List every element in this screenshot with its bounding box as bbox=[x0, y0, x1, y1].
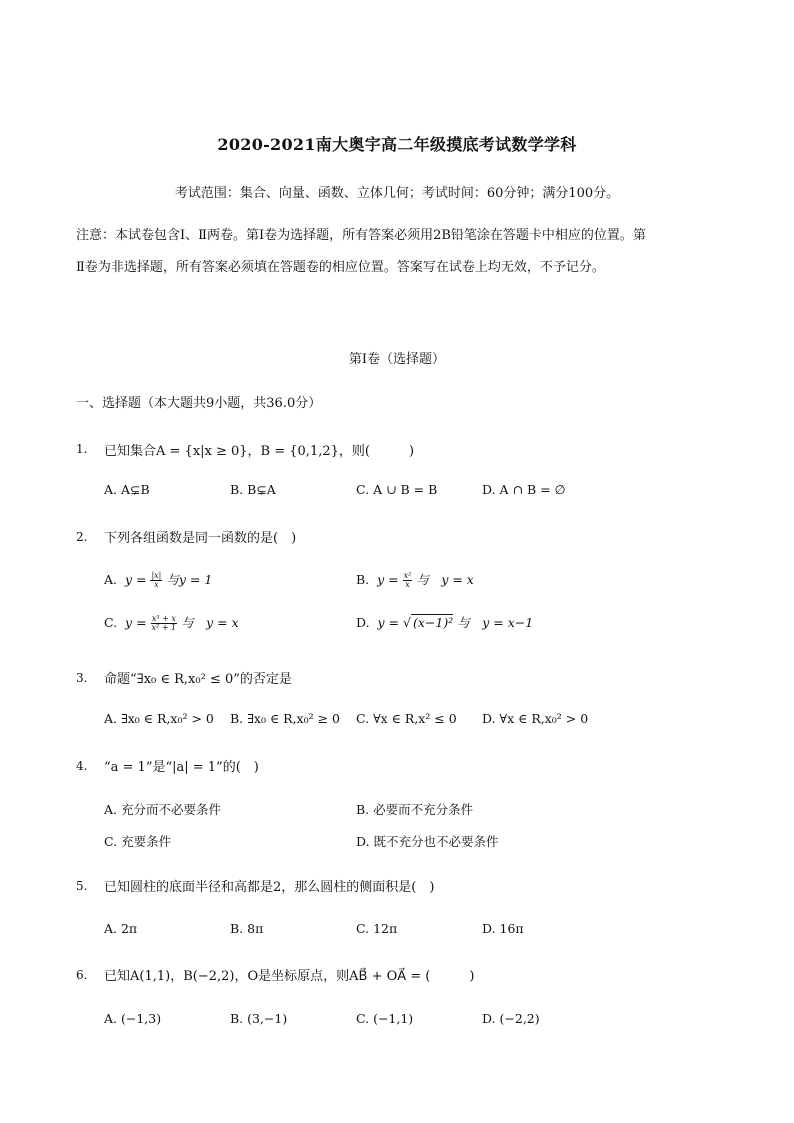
option-a[interactable]: A. 2π bbox=[104, 921, 138, 936]
option-lhs: y = bbox=[377, 572, 399, 587]
option-label: B. bbox=[356, 572, 370, 587]
option-b[interactable]: B. 必要而不充分条件 bbox=[356, 802, 474, 817]
option-b[interactable]: B. B⊊A bbox=[230, 482, 276, 497]
question-number: 3. bbox=[76, 671, 88, 685]
fraction bbox=[151, 615, 178, 633]
sqrt-radicand: (x−1)² bbox=[412, 615, 454, 630]
option-d[interactable]: D. ∀x ∈ R,x₀² > 0 bbox=[482, 711, 589, 726]
fraction-numerator: x² bbox=[403, 570, 412, 580]
question-number: 1. bbox=[76, 442, 88, 456]
option-c[interactable]: C. ∀x ∈ R,x² ≤ 0 bbox=[356, 711, 457, 726]
option-lhs: y = bbox=[377, 615, 400, 630]
exam-subtitle: 考试范围：集合、向量、函数、立体几何；考试时间：60分钟；满分100分。 bbox=[174, 186, 620, 201]
option-a[interactable] bbox=[104, 570, 212, 589]
question-stem: 已知圆柱的底面半径和高都是2，那么圆柱的侧面积是( ) bbox=[104, 880, 435, 895]
option-b[interactable] bbox=[356, 570, 474, 589]
fraction bbox=[150, 572, 162, 590]
option-lhs: y = bbox=[124, 572, 147, 587]
fraction-numerator: |x| bbox=[151, 570, 162, 580]
option-d[interactable]: D. 既不充分也不必要条件 bbox=[356, 834, 499, 849]
notice-line-2: Ⅱ卷为非选择题，所有答案必须填在答题卷的相应位置。答案写在试卷上均无效，不予记分。 bbox=[76, 260, 605, 275]
exam-title: 2020-2021南大奥宇高二年级摸底考试数学学科 bbox=[217, 135, 577, 154]
option-d[interactable] bbox=[356, 613, 533, 631]
option-c[interactable]: C. 充要条件 bbox=[104, 834, 172, 849]
question-number: 5. bbox=[76, 879, 88, 893]
fraction-denominator: x² + 1 bbox=[151, 623, 177, 632]
question-stem: 下列各组函数是同一函数的是( ) bbox=[104, 531, 297, 546]
option-label: D. bbox=[356, 615, 370, 630]
option-b[interactable]: B. (3,−1) bbox=[230, 1011, 288, 1026]
option-b[interactable]: B. ∃x₀ ∈ R,x₀² ≥ 0 bbox=[230, 711, 341, 726]
option-d[interactable]: D. 16π bbox=[482, 921, 524, 936]
question-stem: “a = 1”是“|a| = 1”的( ) bbox=[104, 760, 259, 775]
option-a[interactable]: A. (−1,3) bbox=[104, 1011, 162, 1026]
option-b[interactable]: B. 8π bbox=[230, 921, 264, 936]
option-label: A. bbox=[104, 572, 118, 587]
fraction-denominator: x bbox=[154, 580, 159, 589]
option-a[interactable]: A. 充分而不必要条件 bbox=[104, 802, 221, 817]
question-number: 2. bbox=[76, 530, 88, 544]
option-rhs: 与y = 1 bbox=[166, 572, 213, 587]
fraction-denominator: x bbox=[405, 580, 410, 589]
option-rhs: 与 y = x bbox=[181, 615, 239, 630]
question-stem: 已知集合A = {x|x ≥ 0}，B = {0,1,2}，则( ) bbox=[104, 444, 415, 459]
option-c[interactable]: C. A ∪ B = B bbox=[356, 482, 438, 497]
question-number: 4. bbox=[76, 759, 88, 773]
option-a[interactable]: A. ∃x₀ ∈ R,x₀² > 0 bbox=[104, 711, 214, 726]
fraction bbox=[403, 572, 413, 590]
notice-line-1: 注意：本试卷包含Ⅰ、Ⅱ两卷。第Ⅰ卷为选择题，所有答案必须用2B铅笔涂在答题卡中相应的位置。第 bbox=[76, 228, 646, 243]
option-c[interactable]: C. (−1,1) bbox=[356, 1011, 414, 1026]
option-a[interactable]: A. A⊊B bbox=[104, 482, 150, 497]
option-c[interactable]: C. 12π bbox=[356, 921, 398, 936]
question-number: 6. bbox=[76, 968, 88, 982]
sqrt-symbol: √ bbox=[403, 615, 411, 630]
option-d[interactable]: D. A ∩ B = ∅ bbox=[482, 482, 566, 497]
option-label: C. bbox=[104, 615, 118, 630]
section-title: 第Ⅰ卷（选择题） bbox=[348, 352, 446, 367]
option-d[interactable]: D. (−2,2) bbox=[482, 1011, 540, 1026]
option-rhs: 与 y = x bbox=[416, 572, 474, 587]
option-lhs: y = bbox=[125, 615, 147, 630]
part-title: 一、选择题（本大题共9小题，共36.0分） bbox=[76, 396, 322, 411]
question-stem: 已知A(1,1)，B(−2,2)，O是坐标原点，则AB⃗ + OA⃗ = ( ) bbox=[104, 969, 475, 984]
question-stem: 命题“∃x₀ ∈ R,x₀² ≤ 0”的否定是 bbox=[104, 672, 292, 687]
option-c[interactable] bbox=[104, 613, 239, 632]
option-rhs: 与 y = x−1 bbox=[457, 615, 534, 630]
fraction-numerator: x³ + x bbox=[151, 613, 176, 623]
